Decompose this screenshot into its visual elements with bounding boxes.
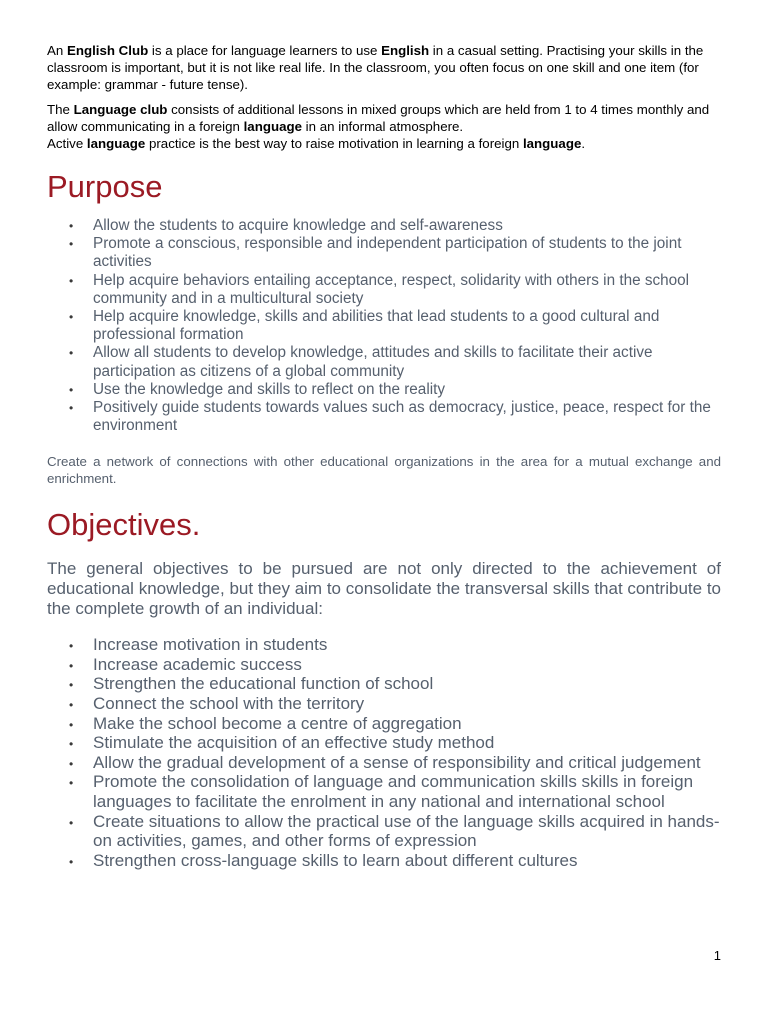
- list-item: [47, 674, 721, 694]
- list-item-text: Stimulate the acquisition of an effective study method: [93, 733, 495, 753]
- bold-term: English: [381, 43, 430, 58]
- bullet-icon: •: [69, 756, 74, 771]
- purpose-heading: Purpose: [47, 169, 163, 204]
- list-item: [47, 694, 721, 714]
- bullet-icon: •: [69, 776, 74, 791]
- list-item-text: Use the knowledge and skills to reflect on the reality: [93, 380, 446, 398]
- text-run: An: [47, 43, 67, 58]
- list-item: [47, 753, 721, 773]
- text-run: is a place for language learners to use: [148, 43, 382, 58]
- list-item: [47, 381, 721, 399]
- list-item-text: Positively guide students towards values such as democracy, justice, peace, respect for the environment: [93, 399, 711, 435]
- text-run: in an informal atmosphere.: [301, 119, 464, 134]
- bullet-icon: •: [69, 678, 74, 693]
- list-item: [47, 272, 721, 308]
- text-run: practice is the best way to raise motivation in learning a foreign: [145, 136, 523, 151]
- bullet-icon: •: [69, 382, 74, 397]
- bullet-icon: •: [69, 658, 74, 673]
- intro-line-language-club: [47, 102, 709, 134]
- list-item-text: Increase academic success: [93, 654, 302, 674]
- intro-paragraph-english-club: [47, 42, 721, 93]
- bullet-icon: •: [69, 346, 74, 361]
- list-item-text: Promote the consolidation of language and communication skills skills in foreign languages to facilitate the enrolment in any national and international school: [93, 772, 694, 811]
- bullet-icon: •: [69, 310, 74, 325]
- purpose-list: [47, 217, 721, 435]
- bullet-icon: •: [69, 737, 74, 752]
- list-item-text: Help acquire knowledge, skills and abilities that lead students to a good cultural and professional formation: [93, 308, 660, 344]
- list-item-text: Connect the school with the territory: [93, 694, 365, 713]
- bullet-icon: •: [69, 639, 74, 654]
- intro-line-active-practice: [47, 136, 585, 151]
- objectives-heading: Objectives.: [47, 507, 201, 543]
- text-run: consists of additional lessons in mixed groups which are held from 1 to 4 times monthly and allow communicating in a foreign: [47, 102, 710, 134]
- bullet-icon: •: [69, 698, 74, 712]
- page-number: 1: [713, 948, 721, 963]
- bullet-icon: •: [69, 237, 74, 252]
- text-run: in a casual setting. Practising your skills in the classroom is important, but it is not like real life. In the classroom, you often focus on one skill and one item (for example: grammar - future tense).: [47, 43, 704, 92]
- text-run: Active: [47, 136, 87, 151]
- list-item-text: Allow all students to develop knowledge, attitudes and skills to facilitate their active participation as citizens of a global community: [93, 344, 653, 380]
- list-item: [47, 733, 721, 753]
- bullet-icon: •: [69, 273, 74, 288]
- bold-term: language: [243, 119, 302, 134]
- objectives-list: [47, 635, 721, 870]
- list-item: [47, 399, 721, 435]
- list-item-text: Allow the gradual development of a sense of responsibility and critical judgement: [93, 752, 701, 772]
- text-run: The: [47, 102, 74, 117]
- list-item: [47, 308, 721, 344]
- bold-term: language: [86, 136, 146, 151]
- objectives-intro-paragraph: The general objectives to be pursued are not only directed to the achievement of educational knowledge, but they aim to consolidate the transversal skills that contribute to the complete growth of an individual:: [47, 559, 721, 618]
- list-item-text: Strengthen cross-language skills to learn about different cultures: [93, 850, 578, 870]
- page-content: [47, 42, 721, 870]
- bold-term: Language club: [73, 102, 168, 117]
- bold-term: language: [522, 136, 582, 151]
- list-item: [47, 851, 721, 871]
- list-item: [47, 344, 721, 380]
- list-item: [47, 217, 721, 235]
- list-item-text: Create situations to allow the practical use of the language skills acquired in hands-on activities, games, and other forms of expression: [93, 811, 720, 851]
- list-item-text: Help acquire behaviors entailing acceptance, respect, solidarity with others in the school community and in a multicultural society: [93, 271, 690, 307]
- list-item-text: Make the school become a centre of aggregation: [93, 713, 462, 733]
- bullet-icon: •: [69, 815, 74, 830]
- purpose-network-paragraph: Create a network of connections with other educational organizations in the area for a mutual exchange and enrichment.: [47, 454, 721, 487]
- list-item: [47, 235, 721, 271]
- list-item-text: Increase motivation in students: [93, 635, 328, 655]
- list-item: [47, 772, 721, 811]
- list-item: [47, 635, 721, 655]
- list-item-text: Promote a conscious, responsible and independent participation of students to the joint activities: [93, 235, 682, 271]
- list-item-text: Allow the students to acquire knowledge and self-awareness: [93, 217, 503, 234]
- bullet-icon: •: [69, 854, 74, 869]
- list-item: [47, 812, 721, 851]
- list-item: [47, 714, 721, 734]
- list-item-text: Strengthen the educational function of school: [93, 674, 434, 694]
- bullet-icon: •: [69, 401, 74, 416]
- bullet-icon: •: [69, 717, 74, 732]
- intro-paragraph-language-club: [47, 101, 721, 152]
- bold-term: English Club: [66, 43, 149, 58]
- bullet-icon: •: [69, 219, 74, 233]
- text-run: .: [581, 136, 586, 151]
- list-item: [47, 655, 721, 675]
